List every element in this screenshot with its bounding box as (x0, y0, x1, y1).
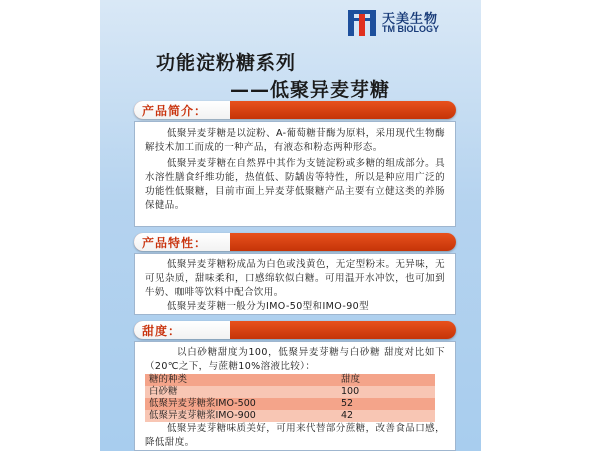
tm-logo-icon (347, 8, 377, 38)
features-box (134, 253, 456, 315)
table-cell: 42 (341, 410, 354, 421)
table-cell: 白砂糖 (149, 386, 178, 397)
page-title: 功能淀粉糖系列 (156, 52, 297, 74)
product-page (100, 0, 481, 451)
sweetness-box (134, 341, 456, 451)
section-header-sweetness (134, 321, 456, 339)
features-paragraph-2: 低聚异麦芽糖一般分为IMO-50型和IMO-90型 (167, 301, 370, 312)
table-header-cell: 糖的种类 (149, 374, 188, 385)
section-header-intro (134, 101, 456, 119)
table-cell: 低聚异麦芽糖浆IMO-900 (149, 410, 256, 421)
section-title-features: 产品特性： (142, 236, 208, 250)
section-title-sweetness: 甜度： (142, 324, 182, 338)
sweetness-outro: 低聚异麦芽糖味质美好，可用来代替部分蔗糖，改善食品口感，降低甜度。 (145, 423, 445, 448)
table-header-cell: 甜度 (341, 374, 361, 385)
logo-english-name: TM BIOLOGY (382, 24, 439, 34)
logo-chinese-name: 天美生物 (382, 12, 439, 27)
section-title-intro: 产品简介： (142, 104, 208, 118)
table-cell: 低聚异麦芽糖浆IMO-500 (149, 398, 256, 409)
table-header-row (145, 374, 435, 386)
sweetness-intro: 以白砂糖甜度为100，低聚异麦芽糖与白砂糖 甜度对比如下（20℃之下，与蔗糖10%溶液比较）： (145, 347, 445, 372)
table-row (145, 398, 435, 410)
table-row (145, 410, 435, 422)
features-paragraph-1: 低聚异麦芽糖粉成品为白色或浅黄色，无定型粉末。无异味，无可见杂质，甜味柔和，口感绵软似白糖。可用温开水冲饮，也可加到牛奶、咖啡等饮料中配合饮用。 (145, 259, 445, 298)
section-header-features (134, 233, 456, 251)
table-cell: 100 (341, 386, 360, 397)
table-row (145, 386, 435, 398)
table-cell: 52 (341, 398, 354, 409)
page-subtitle: ——低聚异麦芽糖 (230, 79, 391, 101)
sweetness-table (145, 374, 435, 422)
intro-paragraph-2: 低聚异麦芽糖在自然界中其作为支链淀粉或多糖的组成部分。具水溶性膳食纤维功能，热值低、防龋齿等特性，所以是种应用广泛的功能性低聚糖，目前市面上异麦芽低聚糖产品主要有立健这类的养肠保健品。 (145, 158, 445, 211)
intro-box (134, 121, 456, 227)
intro-paragraph-1: 低聚异麦芽糖是以淀粉、A-葡萄糖苷酶为原料，采用现代生物酶解技术加工而成的一种产品，有液态和粉态两种形态。 (145, 128, 445, 153)
